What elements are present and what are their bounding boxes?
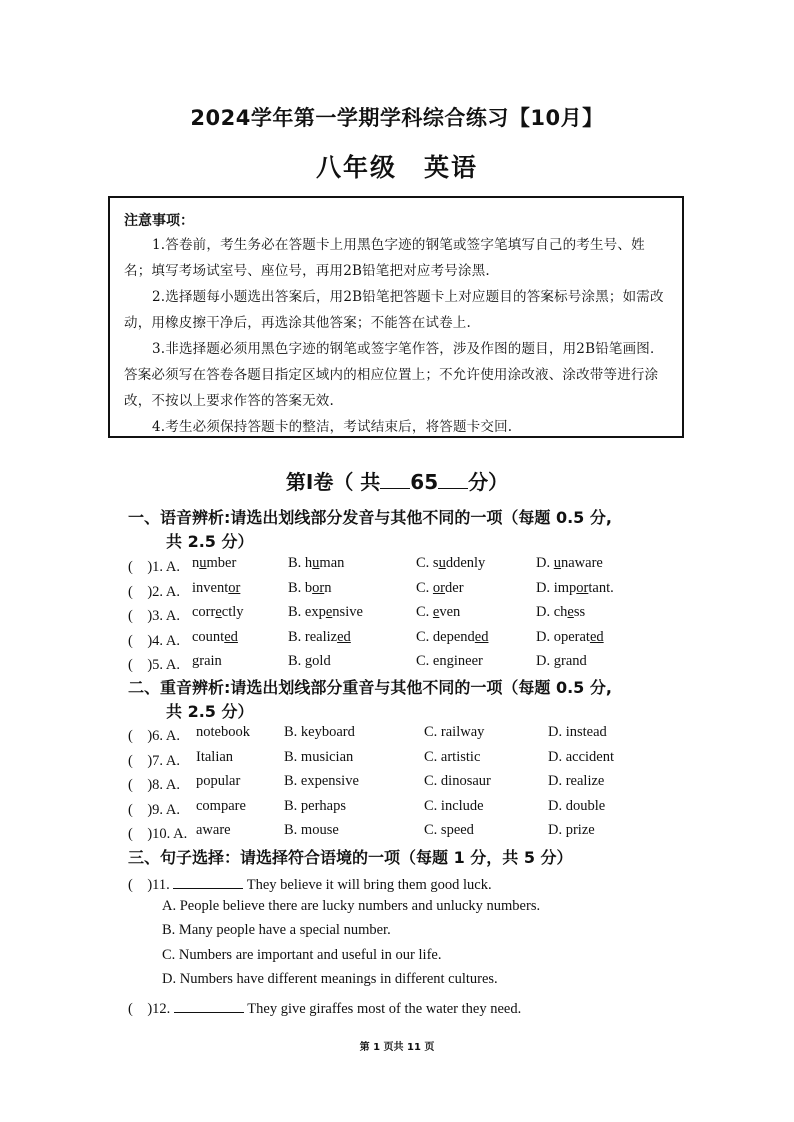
notice-item: 4.考生必须保持答题卡的整洁，考试结束后，将答题卡交回. (152, 419, 513, 435)
question-row (128, 822, 728, 846)
option-d: D. important. (536, 579, 614, 596)
part-prefix: 第Ⅰ卷（ 共 (285, 470, 381, 494)
question-number: ( )11. (128, 877, 170, 893)
notice-box (108, 196, 684, 438)
option-d: D. operated (536, 628, 604, 645)
part-score: 65 (410, 470, 439, 494)
option-c: C. depended (416, 628, 489, 645)
option-b: B. expensive (288, 604, 363, 620)
answer-blank[interactable] (174, 1000, 244, 1013)
option-a: inventor (192, 579, 241, 596)
question-row (128, 555, 728, 579)
option-c: C. railway (424, 724, 485, 740)
section2-heading-line2: 共 2.5 分） (166, 702, 254, 721)
option-c: C. speed (424, 822, 474, 838)
section2-heading (128, 676, 688, 724)
option-b: B. perhaps (284, 797, 347, 814)
question-number[interactable]: ( )6. A. (128, 728, 180, 744)
question-row (128, 749, 728, 773)
section3-heading: 三、句子选择：请选择符合语境的一项（每题 1 分，共 5 分） (128, 848, 573, 867)
question-number[interactable]: ( )9. A. (128, 801, 180, 818)
question-number[interactable]: ( )2. A. (128, 583, 180, 600)
question-row (128, 653, 728, 677)
option-d: D. chess (536, 604, 586, 620)
option-a: compare (196, 797, 246, 814)
question-11 (128, 873, 492, 894)
notice-item: 1.答卷前，考生务必在答题卡上用黑色字迹的钢笔或签字笔填写自己的考生号、姓名；填写考场试室号、座位号，再用2B铅笔把对应考号涂黑. (124, 237, 645, 279)
option-c: C. suddenly (416, 555, 486, 571)
option-c: C. dinosaur (424, 773, 491, 789)
option-c: C. even (416, 604, 461, 620)
question-text: They give giraffes most of the water they need. (247, 1001, 522, 1017)
option-d: D. unaware (536, 555, 603, 571)
exam-subtitle: 八年级 英语 (315, 153, 478, 182)
option-d: D. prize (548, 822, 595, 838)
question-row (128, 629, 728, 653)
section2-heading-line1: 二、重音辨析:请选出划线部分重音与其他不同的一项（每题 0.5 分, (128, 678, 612, 697)
page-footer: 第 1 页共 11 页 (359, 1042, 435, 1053)
option-b: B. Many people have a special number. (162, 922, 391, 938)
question-number[interactable]: ( )1. A. (128, 559, 180, 575)
option-a: aware (196, 822, 231, 838)
option-b: B. keyboard (284, 724, 355, 740)
option-b: B. born (288, 579, 332, 596)
option-b: B. musician (284, 748, 354, 765)
option-a: number (192, 555, 237, 571)
option-a: Italian (196, 748, 234, 765)
question-number[interactable]: ( )4. A. (128, 632, 180, 649)
question-number[interactable]: ( )3. A. (128, 608, 180, 624)
question-12 (128, 997, 521, 1018)
option-b: B. mouse (284, 822, 339, 838)
option-a: correctly (192, 604, 244, 620)
option-d: D. Numbers have different meanings in different cultures. (162, 971, 498, 987)
option-d: D. instead (548, 724, 607, 740)
option-d: D. grand (536, 653, 587, 669)
answer-blank[interactable] (173, 876, 243, 889)
question-row (128, 724, 728, 748)
question-number: ( )12. (128, 1001, 171, 1017)
question-number[interactable]: ( )7. A. (128, 752, 180, 769)
option-b: B. expensive (284, 773, 359, 789)
section1-heading-line1: 一、语音辨析:请选出划线部分发音与其他不同的一项（每题 0.5 分, (128, 508, 612, 527)
question-row (128, 773, 728, 797)
option-d: D. double (548, 797, 606, 814)
question-number[interactable]: ( )10. A. (128, 826, 188, 842)
option-c: C. include (424, 797, 484, 814)
option-c: C. order (416, 579, 464, 596)
option-d: D. realize (548, 773, 605, 789)
option-a: popular (196, 773, 241, 789)
option-b: B. human (288, 555, 345, 571)
part-heading (0, 466, 794, 495)
exam-title: 2024学年第一学期学科综合练习【10月】 (190, 106, 604, 130)
notice-title: 注意事项： (124, 213, 194, 229)
section1-heading-line2: 共 2.5 分） (166, 532, 254, 551)
question-row (128, 580, 728, 604)
question-row (128, 798, 728, 822)
option-b: B. realized (288, 628, 351, 645)
option-c: C. artistic (424, 748, 481, 765)
question-text: They believe it will bring them good luck. (246, 877, 492, 893)
question-number[interactable]: ( )5. A. (128, 657, 180, 673)
section1-heading (128, 506, 688, 554)
option-c: C. engineer (416, 653, 483, 669)
option-b: B. gold (288, 653, 331, 669)
question-row (128, 604, 728, 628)
option-c: C. Numbers are important and useful in our life. (162, 947, 442, 963)
option-a: A. People believe there are lucky numbers and unlucky numbers. (162, 898, 541, 914)
option-a: notebook (196, 724, 250, 740)
notice-item: 2.选择题每小题选出答案后，用2B铅笔把答题卡上对应题目的答案标号涂黑；如需改动，用橡皮擦干净后，再选涂其他答案；不能答在试卷上. (124, 289, 664, 331)
part-suffix: 分） (468, 470, 509, 494)
notice-item: 3.非选择题必须用黑色字迹的钢笔或签字笔作答，涉及作图的题目，用2B铅笔画图．答案必须写在答卷各题目指定区域内的相应位置上；不允许使用涂改液、涂改带等进行涂改，不按以上要求作答的答案无效. (124, 341, 664, 409)
option-a: grain (192, 653, 222, 669)
question-number[interactable]: ( )8. A. (128, 777, 180, 793)
option-a: counted (192, 628, 238, 645)
option-d: D. accident (548, 748, 615, 765)
